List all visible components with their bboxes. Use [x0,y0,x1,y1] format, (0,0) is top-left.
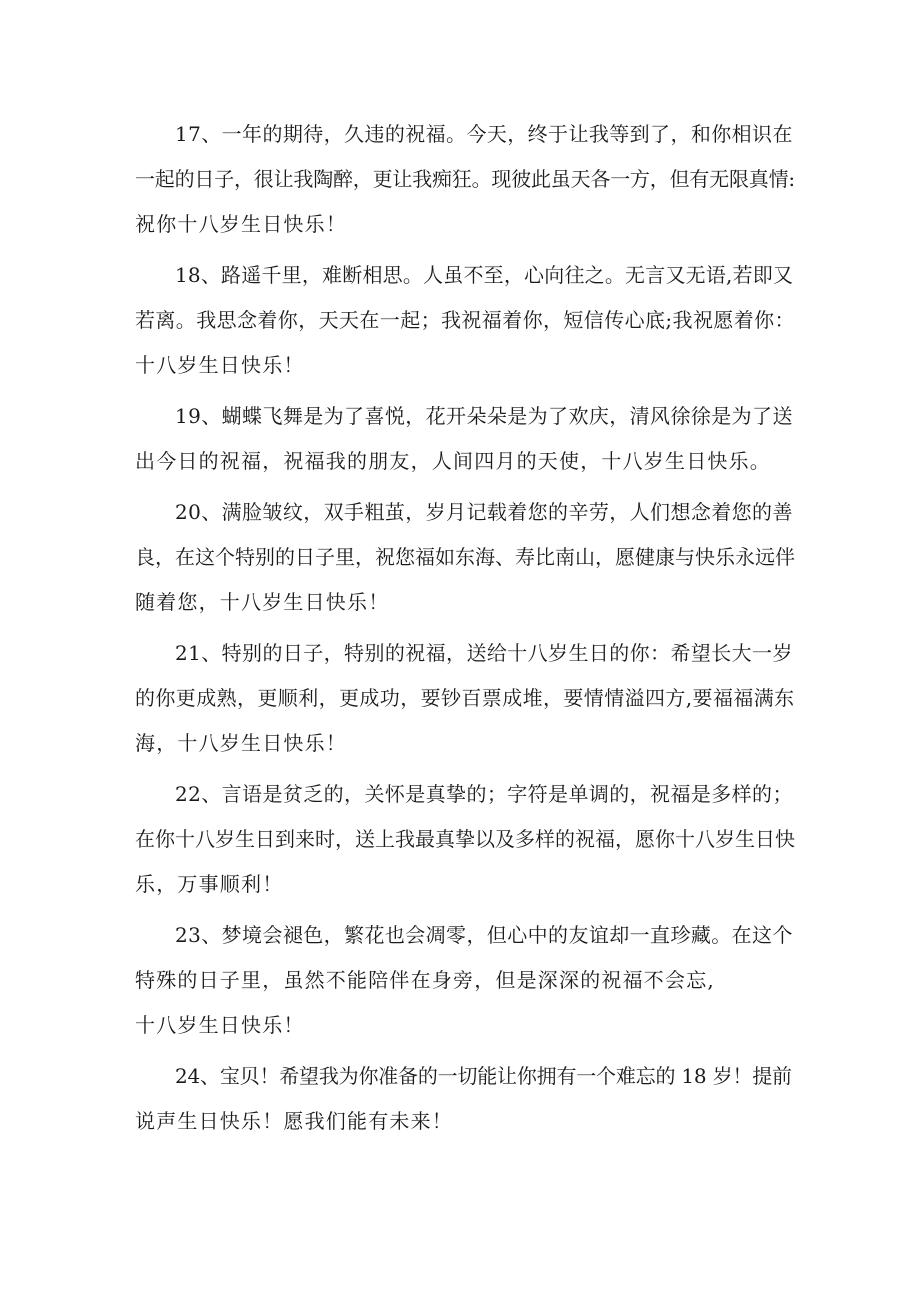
text-line: 21、特别的日子，特别的祝福，送给十八岁生日的你：希望长大一岁 [175,641,793,665]
text-line: 24、宝贝！希望我为你准备的一切能让你拥有一个难忘的 18 岁！提前 [175,1064,792,1088]
text-line: 在你十八岁生日到来时，送上我最真挚以及多样的祝福，愿你十八岁生日快 [135,827,795,851]
text-line: 乐，万事顺利！ [135,872,284,896]
text-line: 若离。我思念着你，天天在一起；我祝福着你，短信传心底;我祝愿着你： [135,308,795,332]
text-line: 出今日的祝福，祝福我的朋友，人间四月的天使，十八岁生日快乐。 [135,449,771,473]
paragraph-17 [135,112,795,247]
paragraph-20 [135,490,795,625]
text-line: 18、路遥千里，难断相思。人虽不至，心向往之。无言又无语,若即又 [175,263,794,287]
text-line: 19、蝴蝶飞舞是为了喜悦，花开朵朵是为了欢庆，清风徐徐是为了送 [175,404,793,428]
text-line: 祝你十八岁生日快乐！ [135,212,347,236]
text-line: 的你更成熟，更顺利，更成功，要钞百票成堆，要情情溢四方,要福福满东 [135,686,795,710]
text-line: 海，十八岁生日快乐！ [135,731,347,755]
paragraph-18 [135,253,795,388]
text-line: 说声生日快乐！愿我们能有未来！ [135,1109,453,1133]
text-line: 十八岁生日快乐！ [135,353,305,377]
text-line: 良，在这个特别的日子里，祝您福如东海、寿比南山，愿健康与快乐永远伴 [135,545,795,569]
text-line: 十八岁生日快乐！ [135,1013,305,1037]
text-line: 一起的日子，很让我陶醉，更让我痴狂。现彼此虽天各一方，但有无限真情: [135,167,795,191]
paragraph-21 [135,631,795,766]
text-line: 22、言语是贫乏的，关怀是真挚的；字符是单调的，祝福是多样的； [175,782,793,806]
text-line: 特殊的日子里，虽然不能陪伴在身旁，但是深深的祝福不会忘, [135,968,715,992]
paragraph-24 [135,1054,795,1144]
text-line: 23、梦境会褪色，繁花也会凋零，但心中的友谊却一直珍藏。在这个 [175,923,793,947]
paragraph-23 [135,913,795,1048]
text-line: 20、满脸皱纹，双手粗茧，岁月记载着您的辛劳，人们想念着您的善 [175,500,793,524]
text-line: 17、一年的期待，久违的祝福。今天，终于让我等到了，和你相识在 [175,122,793,146]
paragraph-19 [135,394,795,484]
text-line: 随着您，十八岁生日快乐！ [135,590,390,614]
document-body [135,112,795,1150]
paragraph-22 [135,772,795,907]
